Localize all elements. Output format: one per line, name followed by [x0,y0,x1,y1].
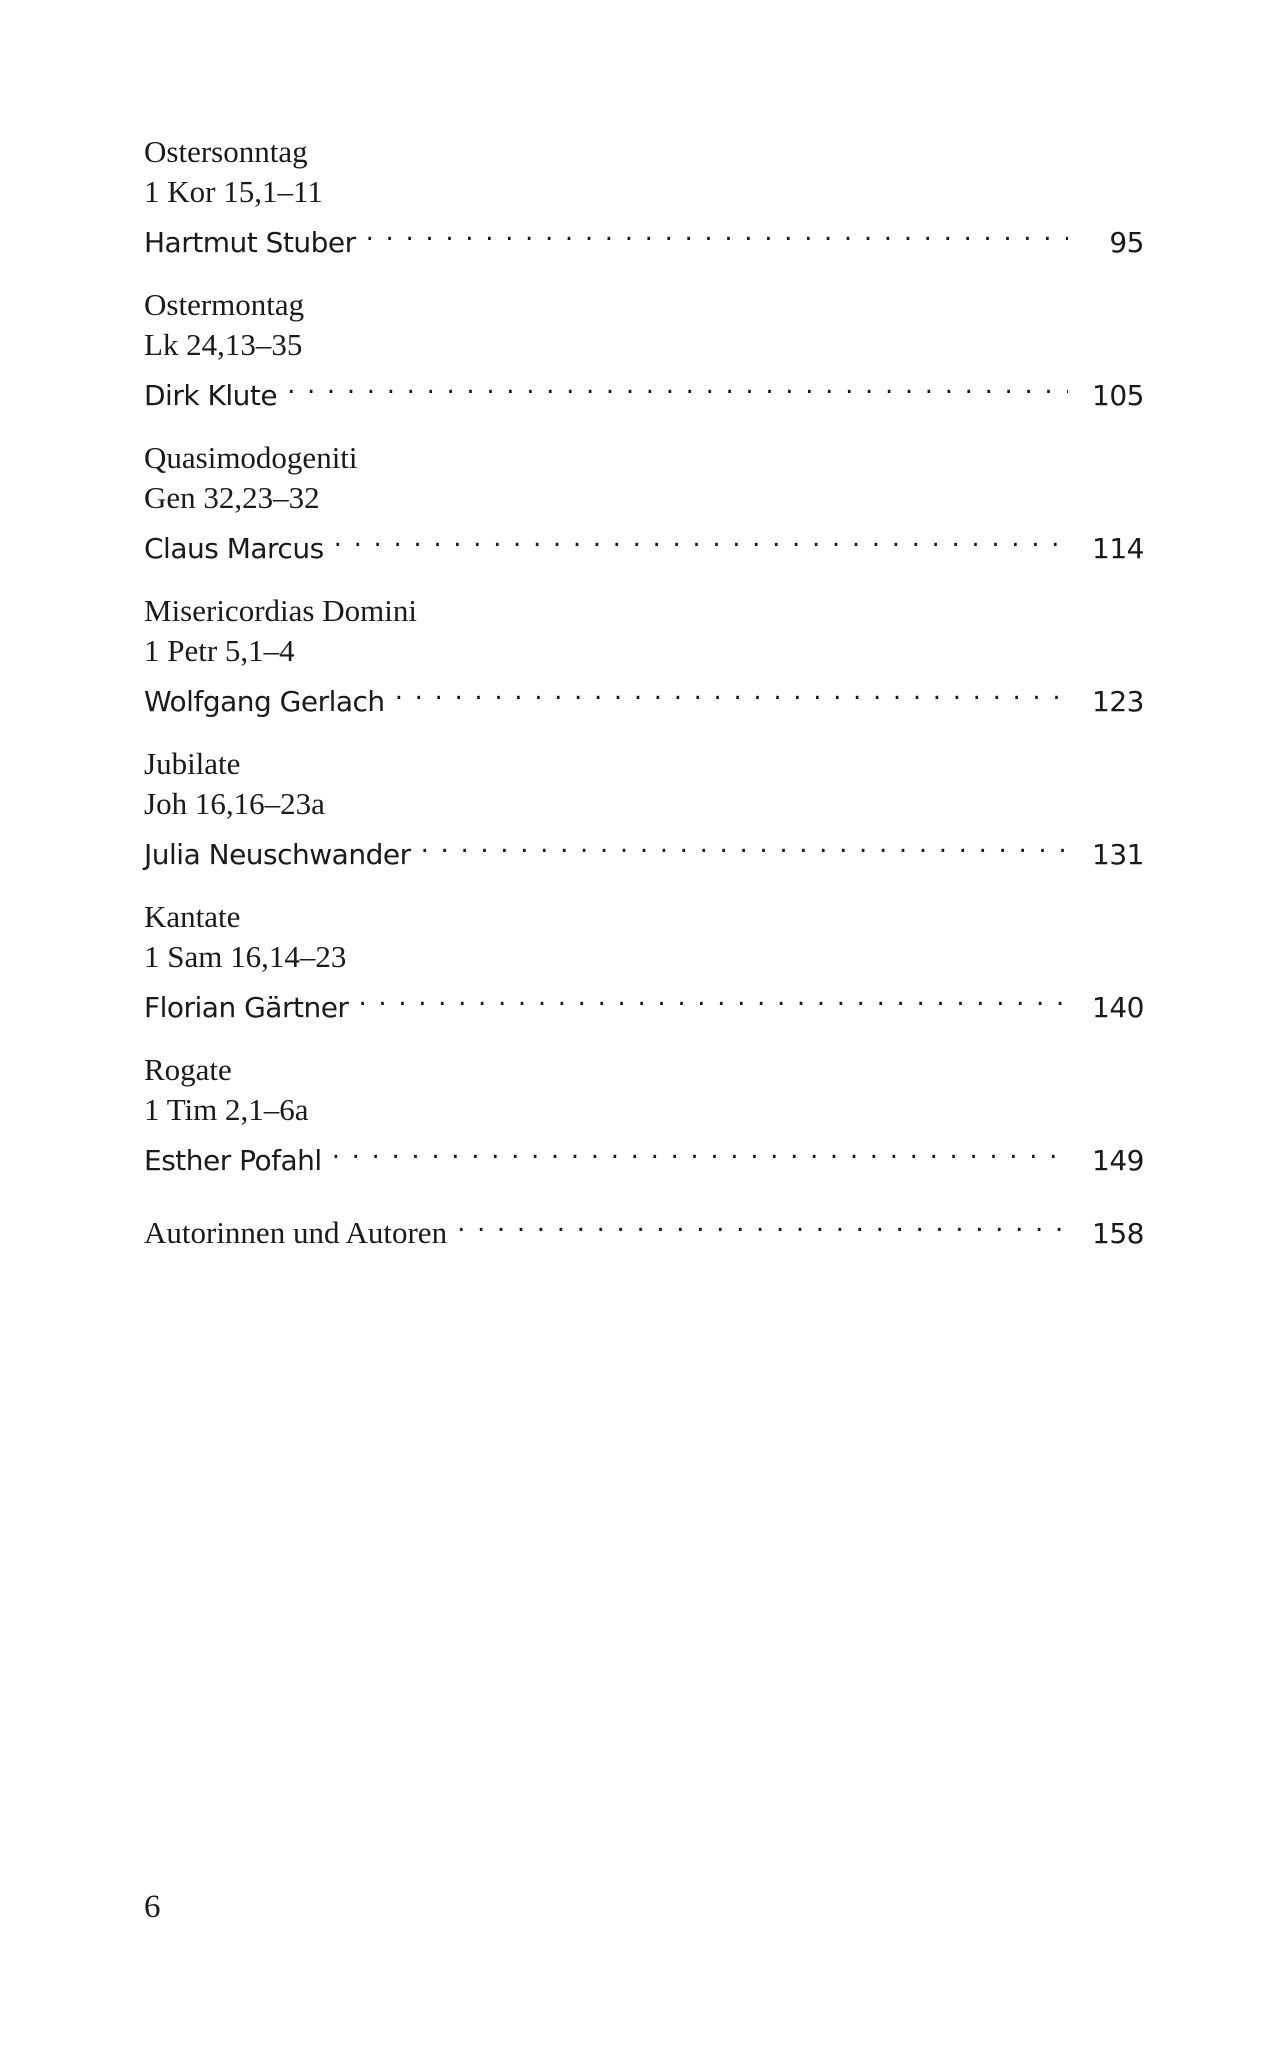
toc-author: Julia Neuschwander [144,838,411,871]
toc-day-title: Jubilate [144,746,241,781]
toc-entry [144,591,1144,718]
toc-page-number: 131 [1092,838,1144,871]
page-number-footer: 6 [144,1889,161,1925]
toc-author-row [144,671,1144,718]
toc-entry [144,744,1144,871]
toc-page-number: 123 [1092,685,1144,718]
table-of-contents [144,132,1144,1276]
toc-appendix-title: Autorinnen und Autoren [144,1215,448,1250]
toc-page-number: 114 [1092,532,1144,565]
toc-scripture-reference: 1 Tim 2,1–6a [144,1092,309,1127]
toc-scripture-reference: 1 Sam 16,14–23 [144,939,347,974]
toc-author-row [144,365,1144,412]
toc-day-title: Misericordias Domini [144,593,417,628]
dot-leader [332,1130,1068,1170]
toc-author: Dirk Klute [144,379,278,412]
toc-author-row [144,518,1144,565]
toc-author: Hartmut Stuber [144,226,356,259]
toc-day-title: Rogate [144,1052,232,1087]
toc-page-number: 95 [1109,226,1144,259]
toc-author: Florian Gärtner [144,991,349,1024]
toc-author: Wolfgang Gerlach [144,685,385,718]
toc-scripture-reference: Gen 32,23–32 [144,480,320,515]
toc-author-row [144,824,1144,871]
dot-leader [287,365,1068,405]
toc-appendix-entry [144,1203,1144,1250]
toc-scripture-reference: 1 Petr 5,1–4 [144,633,295,668]
toc-author-row [144,212,1144,259]
toc-page-number: 105 [1092,379,1144,412]
toc-entry [144,438,1144,565]
dot-leader [421,824,1068,864]
toc-author-row [144,1130,1144,1177]
toc-scripture-reference: Lk 24,13–35 [144,327,303,362]
toc-scripture-reference: 1 Kor 15,1–11 [144,174,323,209]
toc-scripture-reference: Joh 16,16–23a [144,786,325,821]
toc-day-title: Ostersonntag [144,134,308,169]
toc-author: Claus Marcus [144,532,324,565]
dot-leader [457,1203,1068,1243]
toc-day-title: Ostermontag [144,287,305,322]
toc-page-number: 158 [1092,1217,1144,1250]
dot-leader [395,671,1068,711]
dot-leader [366,212,1068,252]
toc-entry [144,897,1144,1024]
toc-day-title: Quasimodogeniti [144,440,358,475]
toc-day-title: Kantate [144,899,241,934]
dot-leader [334,518,1068,558]
toc-author: Esther Pofahl [144,1144,322,1177]
toc-page-number: 140 [1092,991,1144,1024]
toc-page-number: 149 [1092,1144,1144,1177]
toc-appendix-row [144,1203,1144,1250]
toc-entry [144,285,1144,412]
toc-entry [144,132,1144,259]
toc-entry [144,1050,1144,1177]
toc-author-row [144,977,1144,1024]
dot-leader [358,977,1068,1017]
